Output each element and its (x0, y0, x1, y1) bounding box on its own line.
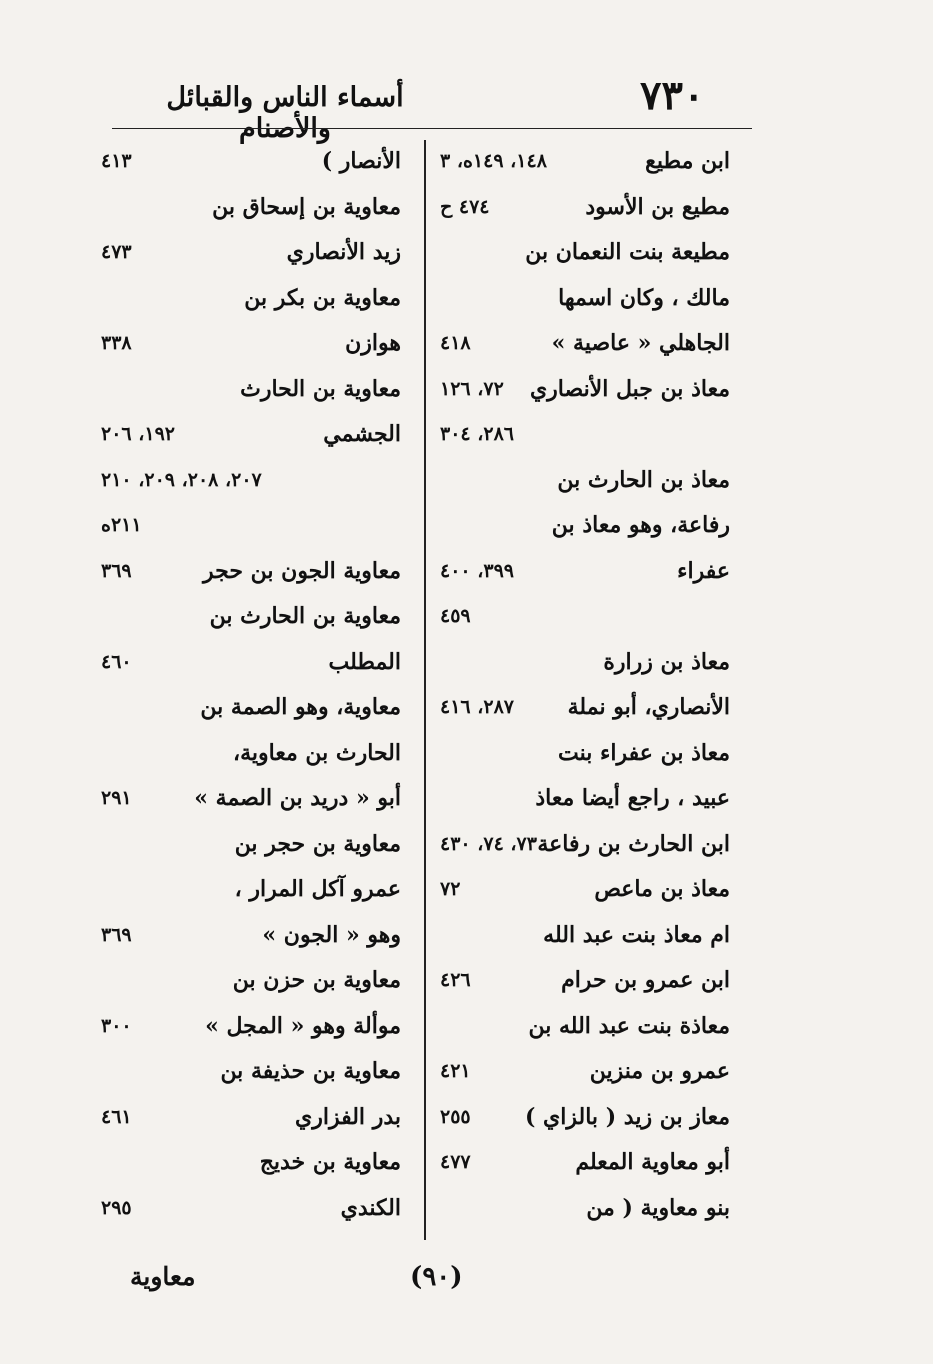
entry-term: الحارث بن معاوية، (233, 739, 401, 766)
entry-term: ابن الحارث بن رفاعة (537, 830, 730, 857)
entry-pages: ٢١١ه (101, 514, 142, 536)
index-entry (95, 686, 413, 732)
entry-term: عمرو آكل المرار ، (234, 876, 401, 902)
entry-pages: ٤٢١ (440, 1060, 471, 1082)
entry-term: معاذ بن جبل الأنصاري (529, 375, 730, 402)
index-entry (434, 413, 734, 459)
entry-pages: ٤٥٩ (440, 605, 471, 627)
index-entry (95, 413, 413, 459)
entry-term: معاذ بن الحارث بن (557, 466, 730, 493)
right-column (434, 140, 734, 1232)
index-entry (434, 1050, 734, 1096)
entry-pages: ٢٩١ (101, 787, 132, 809)
entry-term: الجشمي (323, 421, 401, 447)
index-entry (95, 322, 413, 368)
entry-term: هوازن (345, 330, 401, 356)
index-entry (434, 504, 734, 550)
entry-pages: ٤٢٦ (440, 969, 471, 991)
entry-pages: ٢٥٥ (440, 1105, 471, 1128)
entry-term: معاذ بن ماعص (594, 876, 730, 902)
entry-term: معاوية بن الحارث (240, 375, 401, 402)
entry-term: الأنصاري، أبو نملة (567, 694, 730, 720)
entry-term: ام معاذ بنت عبد الله (543, 921, 730, 948)
index-entry (95, 1096, 413, 1142)
index-entry (95, 732, 413, 778)
index-entry (95, 231, 413, 277)
index-entry (95, 1141, 413, 1187)
entry-pages: ٣٩٩، ٤٠٠ (440, 559, 514, 582)
entry-term: الأنصار ) (321, 148, 401, 174)
entry-term: معاوية بن حزن بن (232, 967, 401, 993)
index-entry (434, 686, 734, 732)
entry-pages: ٣٠٠ (101, 1014, 132, 1037)
index-entry (95, 641, 413, 687)
index-entry (434, 231, 734, 277)
entry-term: الكندي (340, 1194, 401, 1221)
index-entry (95, 504, 413, 550)
entry-term: ابن عمرو بن حرام (561, 967, 730, 993)
entry-term: معاوية، وهو الصمة بن (200, 694, 401, 720)
index-entry (434, 914, 734, 960)
index-entry (434, 1187, 734, 1233)
entry-term: معاوية بن بكر بن (244, 284, 401, 311)
entry-term: معاوية بن حجر بن (234, 830, 401, 857)
entry-term: معاوية بن خديج (259, 1149, 401, 1175)
entry-pages: ٤٧٤ ح (440, 195, 490, 218)
entry-term: مطيعة بنت النعمان بن (525, 239, 730, 265)
entry-term: معاذ بن زرارة (603, 648, 730, 675)
entry-term: زيد الأنصاري (286, 239, 401, 265)
index-entry (434, 823, 734, 869)
index-entry (95, 550, 413, 596)
entry-term: موألة وهو « المجل » (205, 1012, 401, 1039)
entry-term: أبو « دريد بن الصمة » (194, 785, 401, 811)
index-entry (434, 459, 734, 505)
entry-pages: ٤١٣ (101, 150, 132, 172)
index-entry (95, 1005, 413, 1051)
index-entry (95, 959, 413, 1005)
column-divider (424, 140, 426, 1240)
entry-term: رفاعة، وهو معاذ بن (551, 512, 730, 538)
index-entry (95, 595, 413, 641)
entry-pages: ٧٢، ١٢٦ (440, 377, 504, 400)
index-entry (434, 777, 734, 823)
index-entry (434, 1141, 734, 1187)
entry-pages: ١٤٨، ١٤٩ه، ٣ (440, 150, 547, 172)
index-entry (95, 868, 413, 914)
entry-pages: ٧٢ (440, 878, 461, 900)
entry-term: بنو معاوية ( من (586, 1194, 730, 1221)
page-title: أسماء الناس والقبائل والأصنام (166, 82, 404, 144)
index-entry (434, 550, 734, 596)
entry-term: عبيد ، راجع أيضا معاذ (535, 785, 730, 811)
entry-term: عفراء (677, 557, 730, 584)
index-entry (95, 823, 413, 869)
page-number: ٧٣٠ (640, 72, 705, 119)
entry-pages: ١٩٢، ٢٠٦ (101, 423, 175, 445)
entry-term: معاذ بن عفراء بنت (558, 739, 730, 766)
footer-catchword: معاوية (130, 1262, 196, 1291)
entry-term: معاوية بن إسحاق بن (212, 193, 401, 220)
footer-page-marker: (٩٠) (410, 1262, 463, 1292)
index-entry (95, 140, 413, 186)
entry-pages: ٢٠٧، ٢٠٨، ٢٠٩، ٢١٠ (101, 468, 262, 491)
index-entry (434, 641, 734, 687)
index-entry (95, 368, 413, 414)
index-entry (95, 277, 413, 323)
index-entry (95, 914, 413, 960)
entry-pages: ٤٦١ (101, 1105, 132, 1128)
left-column (95, 140, 413, 1232)
entry-term: أبو معاوية المعلم (575, 1149, 730, 1175)
index-entry (434, 277, 734, 323)
index-entry (95, 777, 413, 823)
entry-term: معاز بن زيد ( بالزاي ) (524, 1103, 730, 1130)
index-entry (434, 322, 734, 368)
entry-term: الجاهلي « عاصية » (551, 330, 730, 356)
index-entry (434, 595, 734, 641)
entry-term: معاوية بن الحارث بن (209, 603, 401, 629)
entry-term: بدر الفزاري (295, 1103, 401, 1130)
entry-pages: ٣٦٩ (101, 559, 132, 582)
entry-term: عمرو بن منزين (589, 1058, 730, 1084)
index-entry (95, 1187, 413, 1233)
entry-term: مالك ، وكان اسمها (558, 284, 730, 311)
entry-term: معاذة بنت عبد الله بن (528, 1012, 730, 1039)
entry-term: ابن مطيع (645, 148, 730, 174)
index-entry (434, 140, 734, 186)
entry-pages: ٢٨٦، ٣٠٤ (440, 423, 514, 445)
index-entry (95, 459, 413, 505)
index-entry (434, 959, 734, 1005)
index-entry (434, 1096, 734, 1142)
index-entry (434, 1005, 734, 1051)
entry-pages: ٣٦٩ (101, 923, 132, 946)
entry-pages: ٢٨٧، ٤١٦ (440, 696, 514, 718)
entry-pages: ٢٩٥ (101, 1196, 132, 1219)
entry-pages: ٤٧٣ (101, 241, 132, 263)
entry-pages: ٤١٨ (440, 332, 471, 354)
index-entry (434, 368, 734, 414)
entry-term: المطلب (328, 648, 401, 675)
index-entry (95, 186, 413, 232)
entry-pages: ٤٧٧ (440, 1151, 471, 1173)
entry-pages: ٣٣٨ (101, 332, 132, 354)
index-entry (95, 1050, 413, 1096)
entry-term: معاوية الجون بن حجر (203, 557, 401, 584)
index-entry (434, 868, 734, 914)
entry-term: مطيع بن الأسود (585, 193, 730, 220)
entry-pages: ٧٣، ٧٤، ٤٣٠ (440, 832, 537, 855)
entry-pages: ٤٦٠ (101, 650, 132, 673)
entry-term: معاوية بن حذيفة بن (220, 1058, 401, 1084)
entry-term: وهو « الجون » (262, 921, 401, 948)
index-entry (434, 732, 734, 778)
header-rule (112, 128, 752, 129)
index-entry (434, 186, 734, 232)
